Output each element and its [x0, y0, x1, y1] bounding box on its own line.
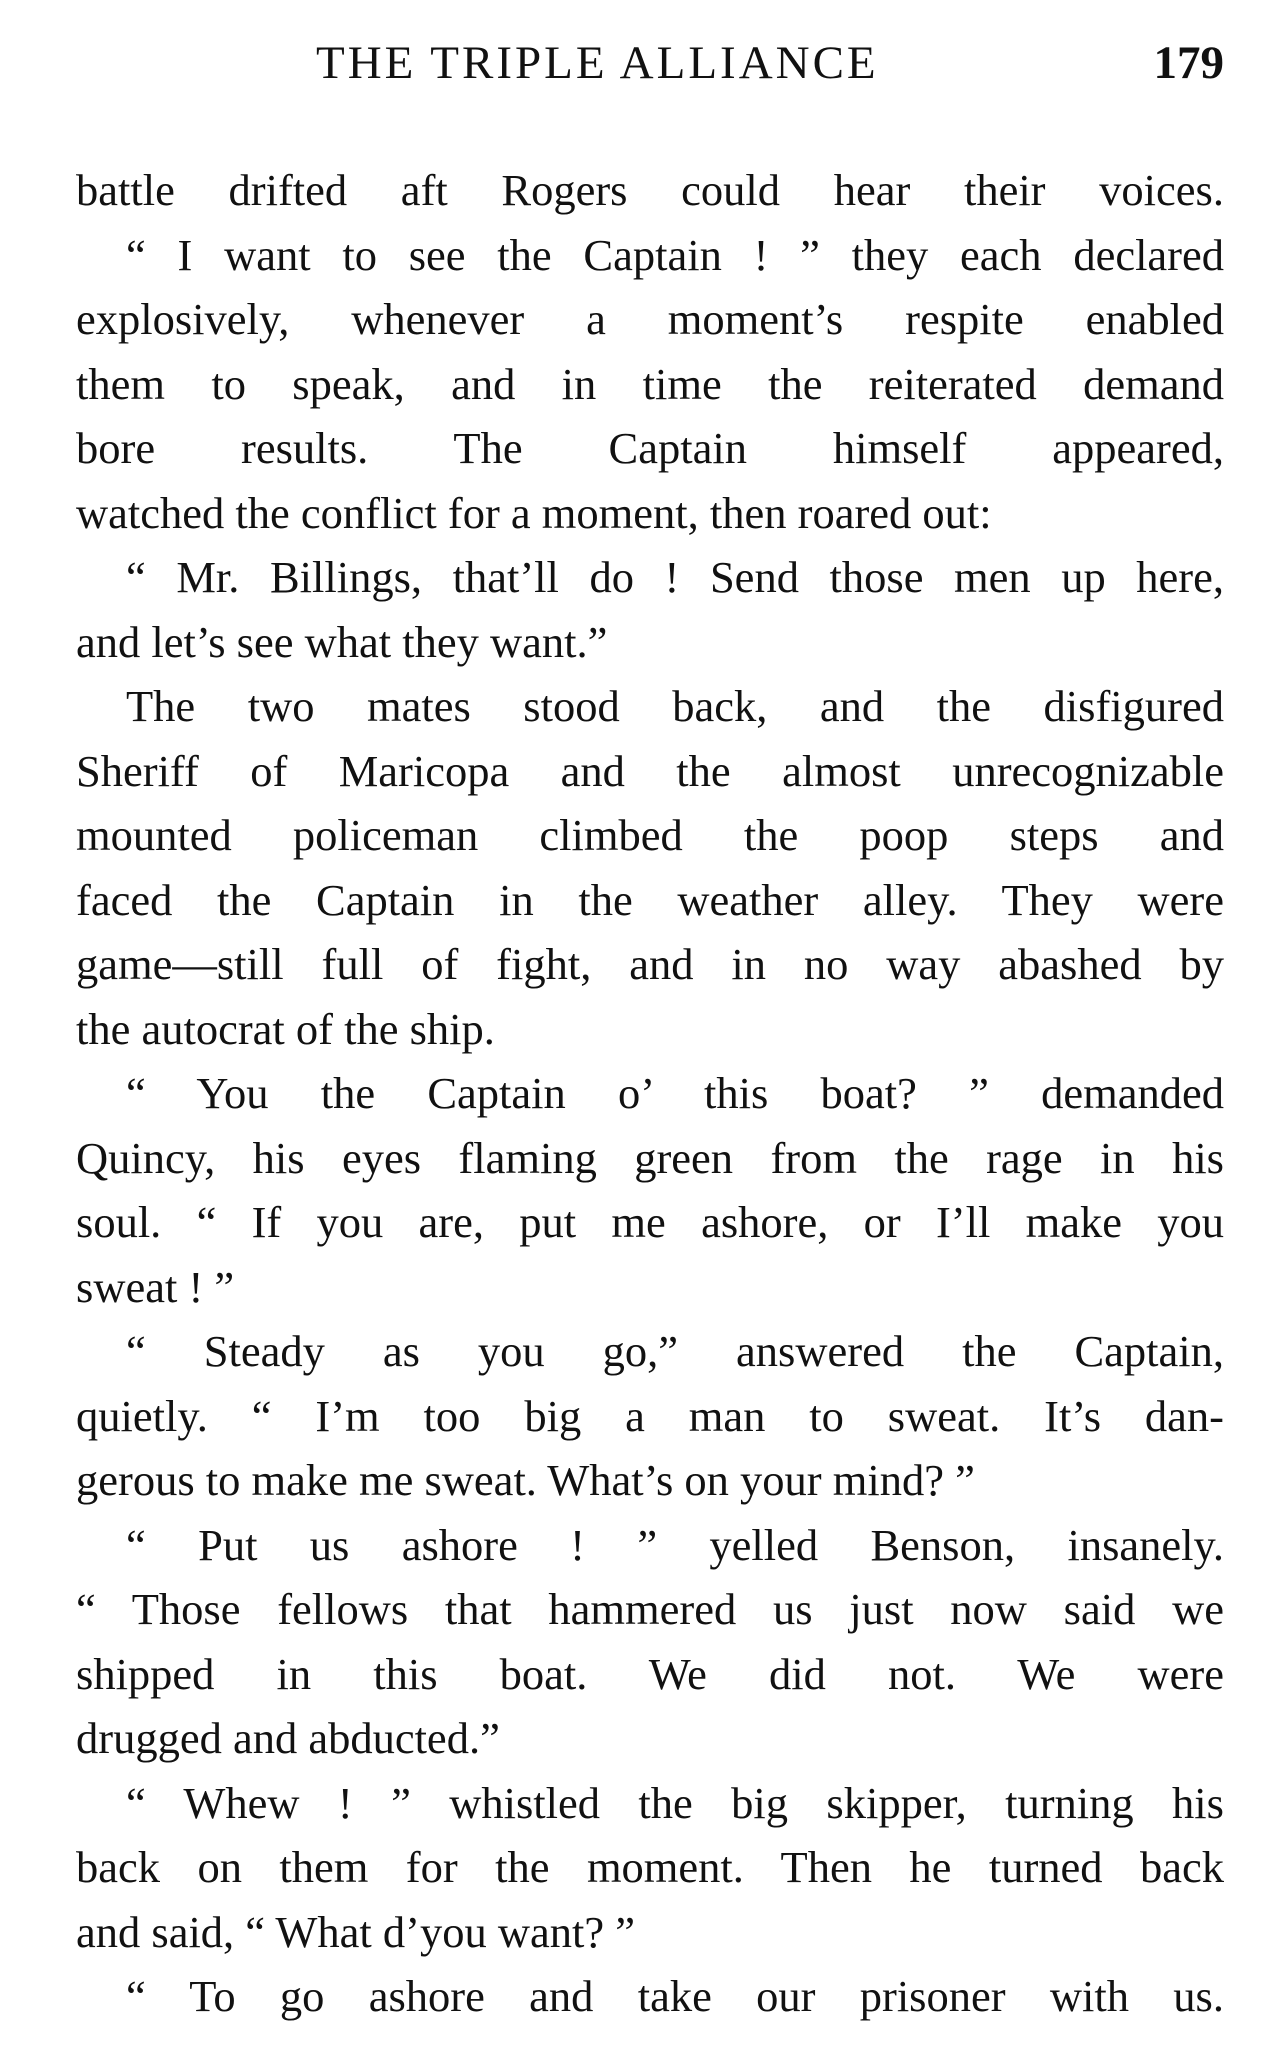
- text-line: sweat ! ”: [76, 1261, 235, 1312]
- text-line: quietly. “ I’m too big a man to sweat. It’s dan-: [76, 1390, 1224, 1441]
- page-number: 179: [1153, 37, 1224, 89]
- text-line: gerous to make me sweat. What’s on your mind? ”: [76, 1455, 975, 1505]
- text-line: “ To go ashore and take our prisoner with us.: [126, 1971, 1224, 2021]
- text-line: them to speak, and in time the reiterated demand: [76, 358, 1224, 409]
- text-line: shipped in this boat. We did not. We were: [76, 1648, 1224, 1699]
- text-line: “ Steady as you go,” answered the Captain,: [126, 1326, 1224, 1376]
- text-line: “ Whew ! ” whistled the big skipper, turning his: [126, 1777, 1224, 1828]
- text-line: battle drifted aft Rogers could hear their voices.: [76, 165, 1224, 215]
- text-line: bore results. The Captain himself appeared,: [76, 423, 1224, 473]
- text-line: watched the conflict for a moment, then roared out:: [76, 487, 992, 538]
- text-line: Sheriff of Maricopa and the almost unrecognizable: [76, 745, 1224, 796]
- chapter-title: THE TRIPLE ALLIANCE: [316, 37, 879, 89]
- running-head: [76, 30, 1224, 96]
- text-line: drugged and abducted.”: [76, 1713, 500, 1763]
- text-line: the autocrat of the ship.: [76, 1003, 495, 1054]
- text-line: Quincy, his eyes flaming green from the rage in his: [76, 1132, 1224, 1183]
- text-line: and said, “ What d’you want? ”: [76, 1906, 635, 1957]
- text-line: mounted policeman climbed the poop steps and: [76, 810, 1224, 860]
- text-line: “ Put us ashore ! ” yelled Benson, insanely.: [126, 1519, 1224, 1570]
- book-page: [76, 30, 1224, 2040]
- text-line: “ I want to see the Captain ! ” they each declared: [126, 229, 1224, 280]
- text-line: game—still full of fight, and in no way abashed by: [76, 939, 1224, 989]
- body-text: [76, 158, 1224, 2029]
- text-line: explosively, whenever a moment’s respite enabled: [76, 294, 1224, 344]
- text-line: “ Mr. Billings, that’ll do ! Send those men up here,: [126, 552, 1224, 602]
- text-line: “ You the Captain o’ this boat? ” demanded: [126, 1068, 1224, 1118]
- text-line: faced the Captain in the weather alley. They were: [76, 874, 1224, 925]
- text-line: “ Those fellows that hammered us just now said we: [76, 1584, 1224, 1634]
- text-line: soul. “ If you are, put me ashore, or I’ll make you: [76, 1197, 1224, 1247]
- text-line: The two mates stood back, and the disfigured: [126, 681, 1224, 731]
- text-line: and let’s see what they want.”: [76, 616, 608, 667]
- text-line: back on them for the moment. Then he turned back: [76, 1842, 1224, 1892]
